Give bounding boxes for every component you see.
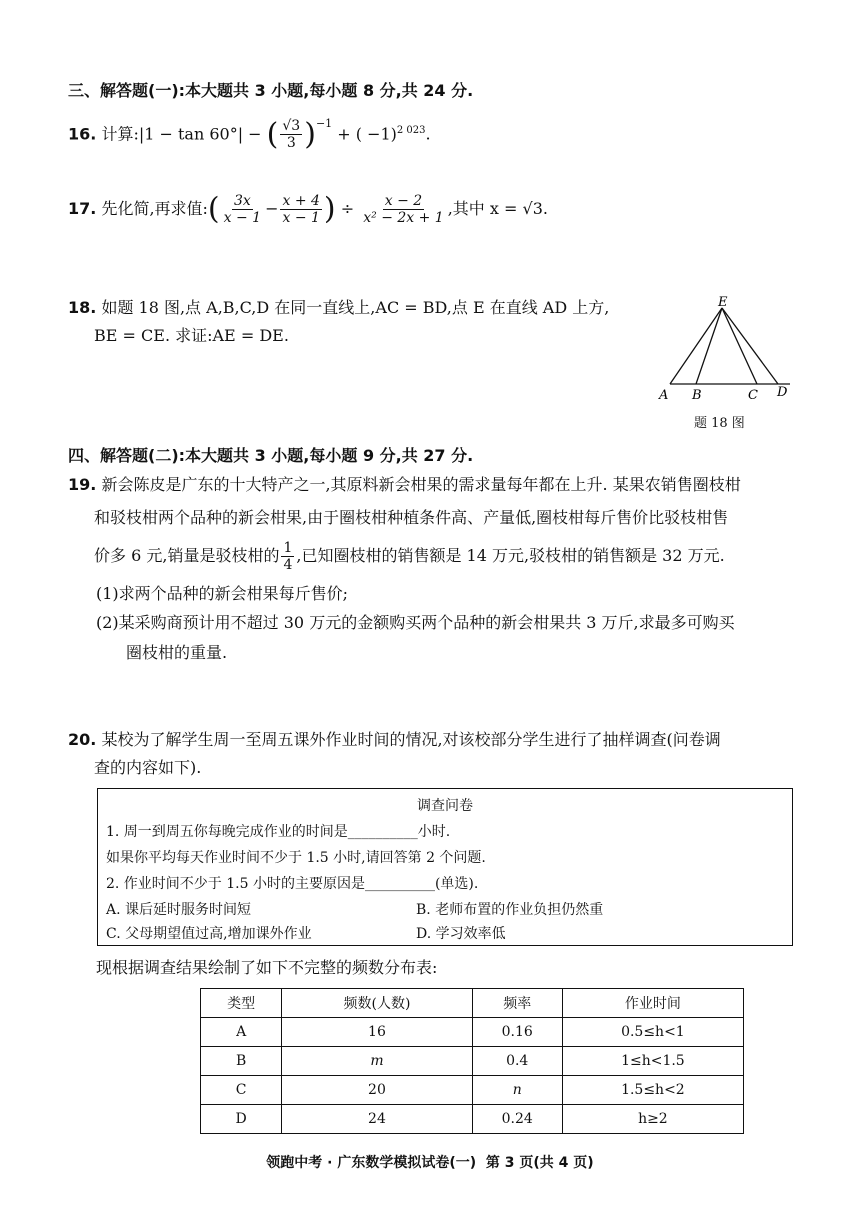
table-cell: 24 [282, 1105, 472, 1134]
q16-exp: −1 [315, 117, 333, 130]
q19-line3b: ,已知圈枝柑的销售额是 14 万元,驳枝柑的销售额是 32 万元. [296, 546, 725, 565]
table-cell: C [201, 1076, 282, 1105]
question-18-line1 [68, 296, 609, 320]
table-cell: 0.24 [472, 1105, 562, 1134]
survey-line2: 如果你平均每天作业时间不少于 1.5 小时,请回答第 2 个问题. [106, 850, 486, 866]
q19-line3 [94, 540, 725, 573]
question-19-line1 [68, 473, 741, 497]
q20-line1: 某校为了解学生周一至周五课外作业时间的情况,对该校部分学生进行了抽样调查(问卷调 [101, 730, 721, 749]
q19-number: 19. [68, 475, 97, 494]
survey-option-a: A. 课后延时服务时间短 [106, 902, 252, 918]
survey-line1: 1. 周一到周五你每晚完成作业的时间是__________小时. [106, 824, 451, 840]
q17-tail: ,其中 x = √3. [447, 199, 548, 218]
table-cell: 0.5≤h<1 [562, 1018, 743, 1047]
fig18-label-e: E [718, 296, 728, 310]
table-header: 频率 [472, 989, 562, 1018]
table-row [201, 1047, 744, 1076]
table-header: 作业时间 [562, 989, 743, 1018]
table-row [201, 1076, 744, 1105]
table-cell: 1≤h<1.5 [562, 1047, 743, 1076]
survey-box [97, 788, 793, 946]
question-16: 16. 计算:|1 − tan 60°| − ( $\frac{√3}{3}$ )$^{-1}$ + ( −1)$^{2 023}$. [68, 116, 431, 152]
figure-18-caption: 题 18 图 [694, 416, 745, 431]
q16-frac-num: √3 [282, 118, 301, 135]
table-header-row [201, 989, 744, 1018]
fig18-line-be [696, 308, 722, 384]
q17-number: 17. [68, 199, 97, 218]
table-cell: D [201, 1105, 282, 1134]
q20-number: 20. [68, 730, 97, 749]
table-intro: 现根据调查结果绘制了如下不完整的频数分布表: [96, 958, 438, 977]
q18-line1: 如题 18 图,点 A,B,C,D 在同一直线上,AC = BD,点 E 在直线 AD 上方, [101, 298, 610, 317]
q17-f2-num: x + 4 [282, 193, 320, 209]
q17-lead: 先化简,再求值: [101, 199, 208, 218]
survey-line3: 2. 作业时间不少于 1.5 小时的主要原因是__________(单选). [106, 876, 479, 892]
q17-f2-den: x − 1 [282, 210, 320, 226]
table-cell: 1.5≤h<2 [562, 1076, 743, 1105]
section3-title: 三、解答题(一):本大题共 3 小题,每小题 8 分,共 24 分. [68, 81, 474, 100]
fig18-label-c: C [748, 388, 758, 403]
q16-text: 计算:|1 − tan 60°| − [101, 124, 267, 144]
fig18-label-a: A [659, 388, 669, 403]
question-17: 17. 先化简,再求值:( $\frac{3x}{x - 1}$ − $\frac{x + 4}{x - 1}$ ) ÷ $\frac{x - 2}{\text{x² − 2x + 1}}$ ,其中 x = √3. [68, 191, 548, 227]
table-cell: 16 [282, 1018, 472, 1047]
q16-tail-exp: 2 023 [396, 125, 426, 136]
fig18-label-b: B [692, 388, 702, 403]
q19-line1: 新会陈皮是广东的十大特产之一,其原料新会柑果的需求量每年都在上升. 某果农销售圈枝柑 [101, 475, 741, 494]
q18-number: 18. [68, 298, 97, 317]
section4-title: 四、解答题(二):本大题共 3 小题,每小题 9 分,共 27 分. [68, 446, 474, 465]
q17-f3-den: x² − 2x + 1 [363, 210, 444, 226]
survey-title: 调查问卷 [417, 798, 473, 814]
q16-end: . [425, 124, 431, 144]
q17-f3-num: x − 2 [384, 193, 423, 209]
q19-line3a: 价多 6 元,销量是驳枝柑的 [94, 546, 280, 565]
fig18-line-de [722, 308, 778, 384]
table-cell: A [201, 1018, 282, 1047]
table-cell: 0.4 [472, 1047, 562, 1076]
q17-f1-den: x − 1 [223, 210, 262, 226]
question-20-line1 [68, 728, 721, 752]
table-row [201, 1018, 744, 1047]
survey-option-d: D. 学习效率低 [416, 926, 506, 942]
table-header: 频数(人数) [282, 989, 472, 1018]
fig18-line-ce [722, 308, 757, 384]
q19-frac-num: 1 [283, 540, 293, 556]
table-cell: 0.16 [472, 1018, 562, 1047]
q19-frac-den: 4 [283, 557, 293, 573]
q17-minus: − [265, 199, 279, 218]
table-cell: h≥2 [562, 1105, 743, 1134]
table-cell: m [282, 1047, 472, 1076]
q20-line2: 查的内容如下). [94, 758, 202, 777]
figure-18 [650, 296, 800, 406]
q19-part2-line2: 圈枝柑的重量. [126, 643, 228, 662]
table-header: 类型 [201, 989, 282, 1018]
fig18-label-d: D [777, 385, 788, 400]
page-footer: 领跑中考 · 广东数学模拟试卷(一) 第 3 页(共 4 页) [266, 1155, 594, 1171]
table-row [201, 1105, 744, 1134]
q17-f1-num: 3x [233, 193, 251, 209]
q16-frac-den: 3 [286, 135, 296, 152]
fig18-line-ae [670, 308, 722, 384]
q16-tail: + ( −1) [332, 124, 397, 144]
q19-part2-line1: (2)某采购商预计用不超过 30 万元的金额购买两个品种的新会柑果共 3 万斤,求最多可购买 [96, 613, 735, 632]
q19-part1: (1)求两个品种的新会柑果每斤售价; [96, 584, 349, 603]
table-cell: B [201, 1047, 282, 1076]
survey-option-b: B. 老师布置的作业负担仍然重 [416, 902, 604, 918]
table-cell: n [472, 1076, 562, 1105]
survey-option-c: C. 父母期望值过高,增加课外作业 [106, 926, 312, 942]
q17-div: ÷ [340, 199, 355, 218]
q16-number: 16. [68, 124, 97, 144]
frequency-table [200, 988, 744, 1134]
table-cell: 20 [282, 1076, 472, 1105]
q19-line2: 和驳枝柑两个品种的新会柑果,由于圈枝柑种植条件高、产量低,圈枝柑每斤售价比驳枝柑售 [94, 508, 729, 527]
q18-line2: BE = CE. 求证:AE = DE. [94, 326, 289, 345]
